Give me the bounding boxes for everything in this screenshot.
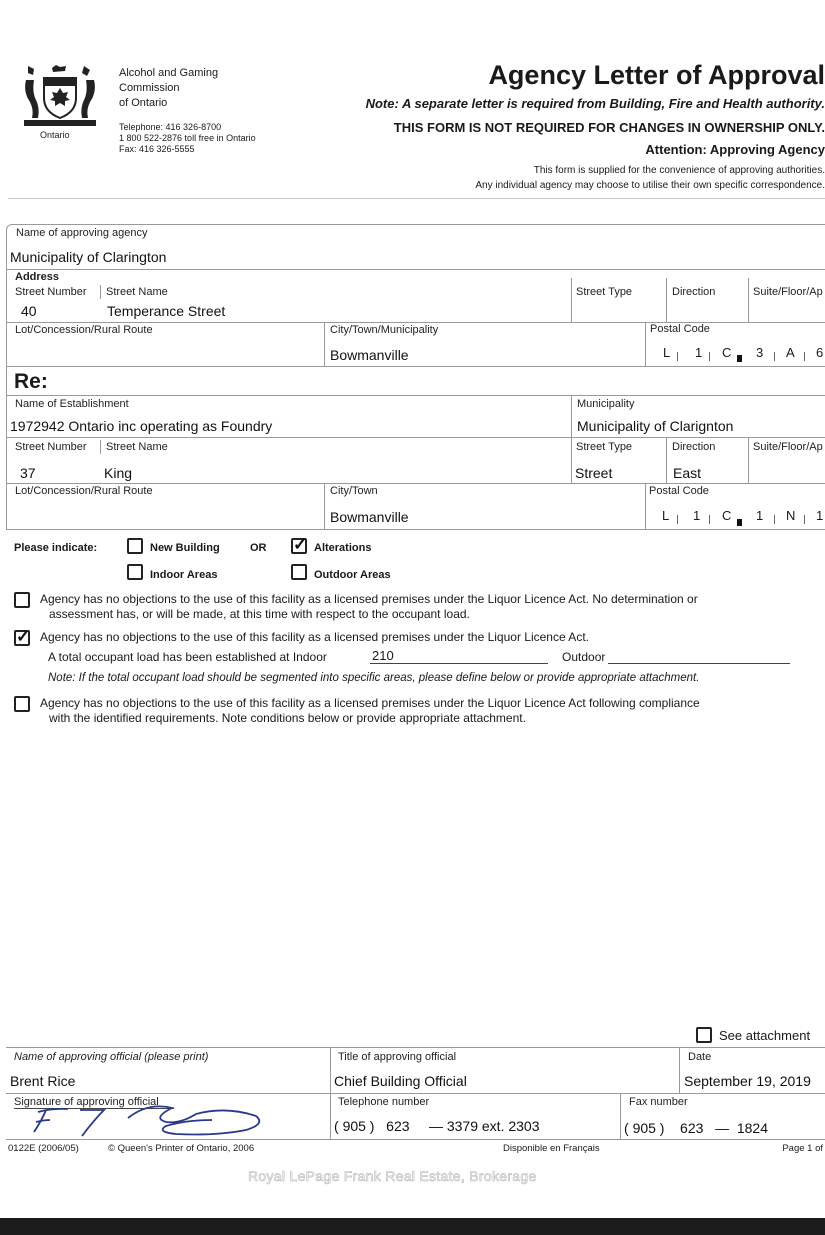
re-direction: East bbox=[673, 465, 702, 481]
phone-suffix: 3379 ext. 2303 bbox=[446, 1118, 540, 1134]
option-1-line-1: Agency has no objections to the use of this facility as a licensed premises under the Liquor Licence Act. No determination or bbox=[40, 592, 698, 606]
municipality-value: Municipality of Clarignton bbox=[577, 418, 734, 434]
page-number: Page 1 of bbox=[782, 1143, 823, 1154]
official-name-label: Name of approving official (please print) bbox=[14, 1051, 209, 1063]
postal-char: L bbox=[662, 508, 670, 523]
postal-char: 1 bbox=[693, 508, 701, 523]
agency-name-label: Name of approving agency bbox=[16, 227, 148, 239]
brokerage-watermark: Royal LePage Frank Real Estate, Brokerage bbox=[248, 1168, 537, 1184]
re-city: Bowmanville bbox=[330, 509, 409, 525]
re-postal-label: Postal Code bbox=[649, 485, 709, 497]
agency-street-name-label: Street Name bbox=[106, 286, 168, 298]
postal-char: A bbox=[786, 345, 795, 360]
outdoor-label: Outdoor bbox=[562, 650, 606, 664]
re-suite-label: Suite/Floor/Ap bbox=[753, 441, 823, 453]
agency-lot-label: Lot/Concession/Rural Route bbox=[15, 324, 153, 336]
commission-phone: Telephone: 416 326-8700 bbox=[119, 122, 222, 132]
postal-char: 1 bbox=[756, 508, 764, 523]
indoor-areas-checkbox[interactable] bbox=[127, 564, 143, 580]
phone-label: Telephone number bbox=[338, 1096, 430, 1108]
header-divider bbox=[8, 198, 825, 199]
ontario-coat-of-arms-logo bbox=[22, 64, 98, 130]
please-indicate-label: Please indicate: bbox=[14, 542, 98, 554]
indoor-occupant-load-field[interactable]: 210 bbox=[370, 648, 548, 664]
attention-line: Attention: Approving Agency bbox=[645, 142, 825, 157]
re-street-type: Street bbox=[575, 465, 613, 481]
postal-char: 6 bbox=[816, 345, 824, 360]
establishment-label: Name of Establishment bbox=[15, 398, 129, 410]
date-label: Date bbox=[688, 1051, 712, 1063]
official-signature bbox=[28, 1098, 278, 1140]
agency-street-name: Temperance Street bbox=[107, 303, 226, 319]
option-occupant-load-checkbox[interactable] bbox=[14, 630, 30, 646]
agency-street-number-label: Street Number bbox=[15, 286, 87, 298]
agency-street-type-label: Street Type bbox=[576, 286, 633, 298]
address-label: Address bbox=[15, 271, 60, 283]
commission-tollfree: 1 800 522-2876 toll free in Ontario bbox=[119, 133, 256, 143]
official-title: Chief Building Official bbox=[334, 1073, 467, 1089]
page-title: Agency Letter of Approval bbox=[488, 60, 825, 90]
ontario-label: Ontario bbox=[40, 130, 70, 140]
postal-char: 1 bbox=[695, 345, 703, 360]
supplied-line-2: Any individual agency may choose to utilise their own specific correspondence. bbox=[475, 180, 825, 191]
re-direction-label: Direction bbox=[672, 441, 716, 453]
fax-prefix: 623 bbox=[680, 1120, 704, 1136]
phone-prefix: 623 bbox=[386, 1118, 410, 1134]
re-street-name: King bbox=[104, 465, 133, 481]
segment-note: Note: If the total occupant load should be segmented into specific areas, please define below or provide appropriate attachment. bbox=[48, 672, 700, 684]
signature-label: Signature of approving official bbox=[14, 1096, 159, 1108]
agency-city: Bowmanville bbox=[330, 347, 409, 363]
or-label: OR bbox=[250, 542, 267, 554]
fax-area-code: 905 bbox=[632, 1120, 656, 1136]
option-2-line-1: Agency has no objections to the use of this facility as a licensed premises under the Liquor Licence Act. bbox=[40, 630, 589, 644]
agency-postal-label: Postal Code bbox=[650, 323, 710, 335]
agency-postal-code bbox=[650, 345, 825, 365]
alterations-checkbox[interactable] bbox=[291, 538, 307, 554]
option-compliance-checkbox[interactable] bbox=[14, 696, 30, 712]
bottom-bar bbox=[0, 1218, 825, 1235]
not-required-notice: THIS FORM IS NOT REQUIRED FOR CHANGES IN OWNERSHIP ONLY. bbox=[393, 120, 825, 135]
new-building-checkbox[interactable] bbox=[127, 538, 143, 554]
agency-street-number: 40 bbox=[21, 303, 37, 319]
official-phone: ( 905 ) 623 — 3379 ext. 2303 bbox=[334, 1118, 540, 1134]
re-street-type-label: Street Type bbox=[576, 441, 633, 453]
fax-label: Fax number bbox=[629, 1096, 688, 1108]
new-building-label: New Building bbox=[150, 542, 220, 554]
postal-char: 1 bbox=[816, 508, 824, 523]
commission-line-2: Commission bbox=[119, 82, 180, 94]
supplied-line-1: This form is supplied for the convenience of approving authorities. bbox=[533, 165, 825, 176]
commission-fax: Fax: 416 326-5555 bbox=[119, 144, 195, 154]
commission-name bbox=[119, 66, 218, 111]
option-no-determination-text bbox=[40, 592, 698, 622]
option-compliance-text bbox=[40, 696, 700, 726]
option-3-line-2: with the identified requirements. Note conditions below or provide appropriate attachment. bbox=[49, 711, 526, 725]
postal-char: C bbox=[722, 345, 732, 360]
re-street-number-label: Street Number bbox=[15, 441, 87, 453]
re-city-label: City/Town bbox=[330, 485, 378, 497]
commission-line-3: of Ontario bbox=[119, 97, 168, 109]
agency-direction-label: Direction bbox=[672, 286, 716, 298]
postal-char: 3 bbox=[756, 345, 764, 360]
agency-suite-label: Suite/Floor/Ap bbox=[753, 286, 823, 298]
fax-suffix: 1824 bbox=[736, 1120, 769, 1136]
postal-char: C bbox=[722, 508, 732, 523]
re-heading: Re: bbox=[14, 370, 48, 393]
form-code: 0122E (2006/05) bbox=[8, 1143, 79, 1154]
re-postal-code bbox=[650, 508, 825, 528]
option-3-line-1: Agency has no objections to the use of this facility as a licensed premises under the Liquor Licence Act following compliance bbox=[40, 696, 700, 710]
official-fax: ( 905 ) 623 — 1824 bbox=[624, 1120, 769, 1136]
alterations-label: Alterations bbox=[314, 542, 372, 554]
french-availability: Disponible en Français bbox=[503, 1143, 600, 1154]
indoor-areas-label: Indoor Areas bbox=[150, 569, 218, 581]
authority-note: Note: A separate letter is required from Building, Fire and Health authority. bbox=[365, 96, 825, 111]
option-1-line-2: assessment has, or will be made, at this time with respect to the occupant load. bbox=[49, 607, 470, 621]
outdoor-occupant-load-field[interactable] bbox=[608, 648, 790, 664]
commission-line-1: Alcohol and Gaming bbox=[119, 67, 219, 79]
re-street-number: 37 bbox=[20, 465, 36, 481]
official-name: Brent Rice bbox=[10, 1073, 76, 1089]
establishment-name: 1972942 Ontario inc operating as Foundry bbox=[10, 418, 273, 434]
occupant-load-prefix: A total occupant load has been established at Indoor bbox=[48, 650, 327, 664]
re-lot-label: Lot/Concession/Rural Route bbox=[15, 485, 153, 497]
see-attachment-label: See attachment bbox=[719, 1028, 811, 1043]
phone-area-code: 905 bbox=[342, 1118, 366, 1134]
outdoor-areas-checkbox[interactable] bbox=[291, 564, 307, 580]
agency-name-value: Municipality of Clarington bbox=[10, 249, 167, 265]
official-title-label: Title of approving official bbox=[338, 1051, 457, 1063]
see-attachment-checkbox[interactable] bbox=[696, 1027, 712, 1043]
date-value: September 19, 2019 bbox=[684, 1073, 811, 1089]
outdoor-areas-label: Outdoor Areas bbox=[314, 569, 391, 581]
municipality-label: Municipality bbox=[577, 398, 635, 410]
option-no-determination-checkbox[interactable] bbox=[14, 592, 30, 608]
commission-contact bbox=[119, 122, 256, 155]
postal-char: N bbox=[786, 508, 796, 523]
re-street-name-label: Street Name bbox=[106, 441, 168, 453]
printer-credit: © Queen's Printer of Ontario, 2006 bbox=[108, 1143, 255, 1154]
postal-char: L bbox=[663, 345, 671, 360]
agency-city-label: City/Town/Municipality bbox=[330, 324, 439, 336]
